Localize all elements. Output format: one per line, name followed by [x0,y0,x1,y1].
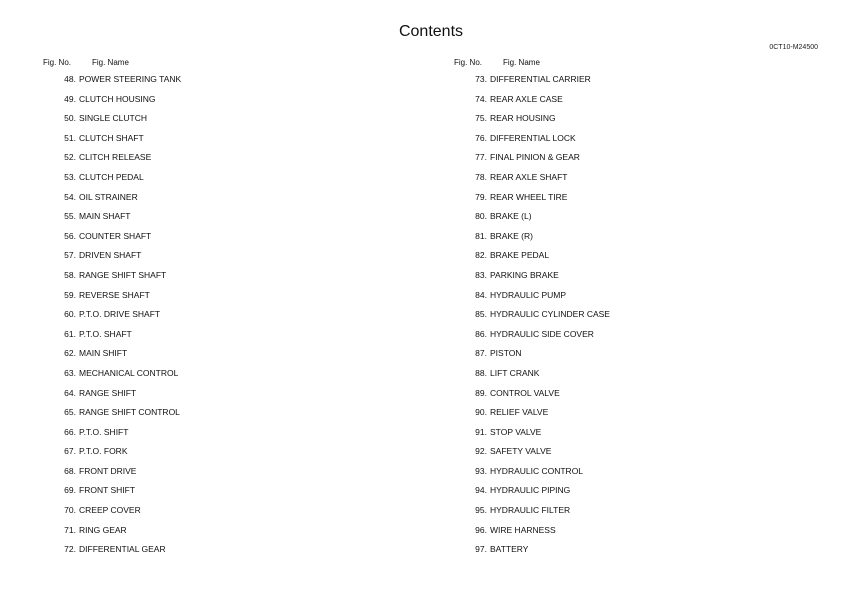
contents-column-left [43,57,181,564]
fig-number: 91. [475,426,487,437]
header-fig-no: Fig. No. [454,58,483,67]
fig-number: 54. [64,191,76,202]
fig-number: 73. [475,74,487,84]
fig-name: BATTERY [490,544,529,555]
contents-entry[interactable] [43,388,181,408]
contents-entry[interactable] [454,368,610,388]
contents-entry[interactable] [43,407,181,427]
fig-name: FINAL PINION & GEAR [490,152,580,163]
fig-number: 94. [475,485,487,496]
fig-name: SINGLE CLUTCH [79,113,148,124]
fig-name: P.T.O. FORK [79,446,128,457]
fig-name: DIFFERENTIAL GEAR [79,544,166,555]
fig-number: 88. [475,367,487,378]
fig-name: PARKING BRAKE [490,269,559,280]
fig-number: 61. [64,328,76,339]
fig-number: 62. [64,348,76,359]
fig-number: 55. [64,211,76,222]
contents-entry[interactable] [454,407,610,427]
fig-name: POWER STEERING TANK [79,74,182,84]
fig-name: DRIVEN SHAFT [79,250,142,261]
contents-column-right [454,57,610,564]
contents-entry[interactable] [454,231,610,251]
fig-name: FRONT DRIVE [79,465,137,476]
contents-entry[interactable] [454,485,610,505]
contents-entry[interactable] [43,94,181,114]
header-fig-no: Fig. No. [43,58,72,67]
page-title: Contents [398,23,464,40]
contents-entry[interactable] [454,348,610,368]
fig-name: OIL STRAINER [79,191,138,202]
fig-name: RANGE SHIFT [79,387,137,398]
fig-number: 60. [64,309,76,320]
contents-entry[interactable] [43,133,181,153]
fig-name: REAR AXLE CASE [490,93,563,104]
fig-name: CONTROL VALVE [490,387,560,398]
contents-entry[interactable] [454,270,610,290]
fig-number: 56. [64,230,76,241]
fig-number: 67. [64,446,76,457]
fig-number: 77. [475,152,487,163]
fig-number: 93. [475,465,487,476]
fig-name: HYDRAULIC CYLINDER CASE [490,309,610,320]
fig-name: LIFT CRANK [490,367,540,378]
fig-number: 48. [64,74,76,84]
fig-name: STOP VALVE [490,426,542,437]
fig-name: HYDRAULIC CONTROL [490,465,584,476]
contents-entry[interactable] [454,525,610,545]
fig-number: 49. [64,93,76,104]
fig-name: CLITCH RELEASE [79,152,152,163]
fig-name: HYDRAULIC PIPING [490,485,571,496]
contents-entry[interactable] [43,172,181,192]
fig-name: WIRE HARNESS [490,524,556,535]
fig-name: CLUTCH SHAFT [79,132,144,143]
contents-entry[interactable] [43,211,181,231]
fig-number: 95. [475,505,487,516]
fig-number: 83. [475,269,487,280]
contents-entry[interactable] [43,309,181,329]
fig-name: MECHANICAL CONTROL [79,367,179,378]
fig-number: 58. [64,269,76,280]
contents-entry[interactable] [43,113,181,133]
fig-number: 75. [475,113,487,124]
fig-number: 89. [475,387,487,398]
fig-name: REAR WHEEL TIRE [490,191,568,202]
contents-entry[interactable] [43,290,181,310]
contents-entry[interactable] [454,113,610,133]
fig-name: HYDRAULIC PUMP [490,289,567,300]
fig-name: P.T.O. SHAFT [79,328,132,339]
fig-number: 96. [475,524,487,535]
fig-number: 63. [64,367,76,378]
column-header [454,57,610,69]
contents-entry[interactable] [454,544,610,564]
contents-entry[interactable] [454,172,610,192]
fig-name: CREEP COVER [79,505,141,516]
fig-number: 85. [475,309,487,320]
fig-name: CLUTCH PEDAL [79,171,144,182]
fig-name: RING GEAR [79,524,127,535]
fig-name: RANGE SHIFT SHAFT [79,269,167,280]
fig-name: COUNTER SHAFT [79,230,152,241]
figure-list [43,74,181,564]
fig-number: 52. [64,152,76,163]
fig-number: 97. [475,544,487,555]
figure-list [454,74,610,564]
contents-entry[interactable] [43,544,181,564]
fig-number: 78. [475,171,487,182]
fig-name: BRAKE PEDAL [490,250,550,261]
contents-entry[interactable] [43,446,181,466]
fig-number: 84. [475,289,487,300]
fig-number: 74. [475,93,487,104]
contents-entry[interactable] [43,250,181,270]
contents-entry[interactable] [454,192,610,212]
contents-entry[interactable] [43,329,181,349]
fig-number: 86. [475,328,487,339]
fig-number: 53. [64,171,76,182]
document-code: 0CT10-M24500 [769,44,818,51]
fig-number: 59. [64,289,76,300]
fig-number: 68. [64,465,76,476]
fig-number: 87. [475,348,487,359]
fig-name: DIFFERENTIAL CARRIER [490,74,591,84]
fig-name: P.T.O. SHIFT [79,426,129,437]
contents-entry[interactable] [43,427,181,447]
contents-entry[interactable] [454,94,610,114]
fig-name: REAR HOUSING [490,113,556,124]
fig-name: RELIEF VALVE [490,407,549,418]
fig-name: REVERSE SHAFT [79,289,150,300]
contents-entry[interactable] [454,211,610,231]
contents-entry[interactable] [454,74,610,94]
contents-entry[interactable] [454,290,610,310]
fig-number: 90. [475,407,487,418]
fig-number: 71. [64,524,76,535]
fig-number: 72. [64,544,76,555]
contents-entry[interactable] [43,466,181,486]
fig-number: 50. [64,113,76,124]
fig-name: SAFETY VALVE [490,446,552,457]
contents-entry[interactable] [43,192,181,212]
contents-entry[interactable] [43,505,181,525]
fig-number: 70. [64,505,76,516]
column-header [43,57,181,69]
contents-entry[interactable] [43,270,181,290]
fig-name: PISTON [490,348,522,359]
fig-name: CLUTCH HOUSING [79,93,156,104]
fig-number: 76. [475,132,487,143]
fig-name: P.T.O. DRIVE SHAFT [79,309,161,320]
fig-number: 82. [475,250,487,261]
contents-entry[interactable] [454,329,610,349]
fig-name: BRAKE (L) [490,211,532,222]
fig-name: REAR AXLE SHAFT [490,171,568,182]
fig-number: 65. [64,407,76,418]
fig-name: BRAKE (R) [490,230,533,241]
contents-entry[interactable] [43,74,181,94]
fig-number: 66. [64,426,76,437]
fig-number: 51. [64,132,76,143]
contents-entry[interactable] [43,348,181,368]
fig-name: FRONT SHIFT [79,485,136,496]
contents-entry[interactable] [43,368,181,388]
contents-entry[interactable] [454,505,610,525]
fig-number: 79. [475,191,487,202]
contents-entry[interactable] [454,388,610,408]
fig-name: MAIN SHAFT [79,211,131,222]
fig-number: 64. [64,387,76,398]
contents-entry[interactable] [43,152,181,172]
contents-entry[interactable] [454,466,610,486]
fig-number: 69. [64,485,76,496]
contents-entry[interactable] [454,309,610,329]
fig-name: DIFFERENTIAL LOCK [490,132,576,143]
fig-number: 80. [475,211,487,222]
fig-name: HYDRAULIC SIDE COVER [490,328,594,339]
fig-number: 57. [64,250,76,261]
contents-entry[interactable] [454,427,610,447]
header-fig-name: Fig. Name [92,58,129,67]
fig-number: 81. [475,230,487,241]
fig-number: 92. [475,446,487,457]
contents-entry[interactable] [454,250,610,270]
contents-entry[interactable] [454,446,610,466]
fig-name: HYDRAULIC FILTER [490,505,571,516]
fig-name: RANGE SHIFT CONTROL [79,407,180,418]
contents-entry[interactable] [43,485,181,505]
contents-entry[interactable] [454,133,610,153]
header-fig-name: Fig. Name [503,58,540,67]
contents-entry[interactable] [454,152,610,172]
contents-entry[interactable] [43,231,181,251]
contents-entry[interactable] [43,525,181,545]
fig-name: MAIN SHIFT [79,348,128,359]
